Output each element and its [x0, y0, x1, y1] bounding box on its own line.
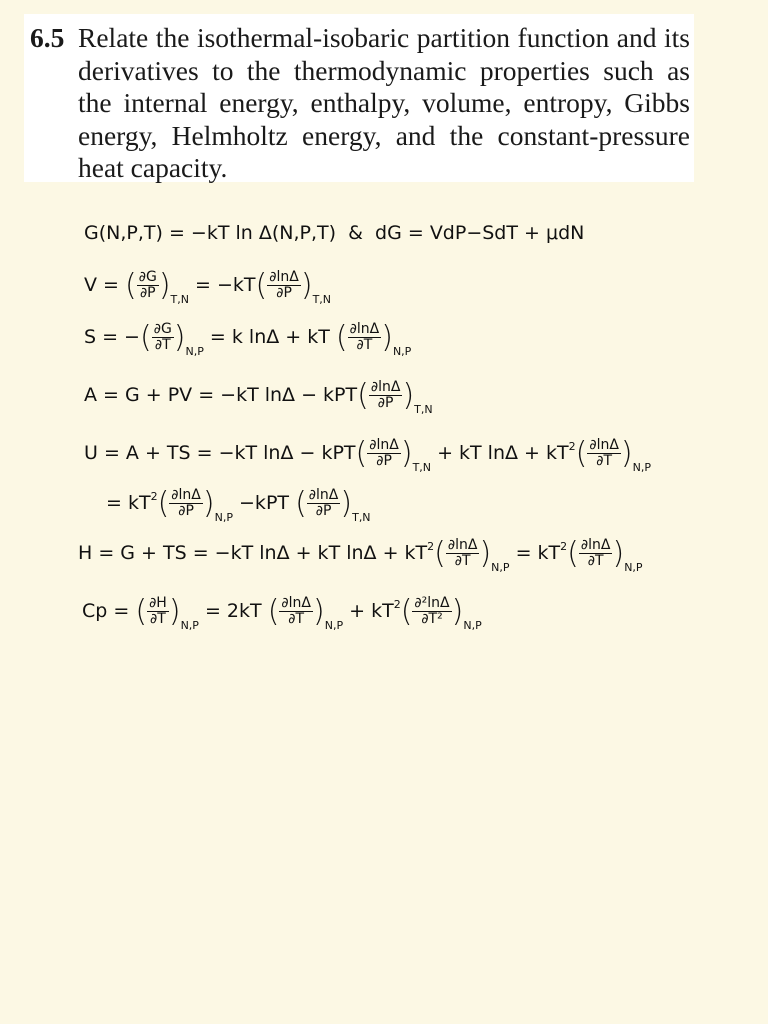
entropy-equation: S = −( $\frac{\partial G}{\partial T}$ )$_{N,P} = k$ lnΔ + kT ( $\frac{\partial\ln\Delta}{\partial T}$ )$_{N,P}$: [84, 320, 412, 358]
heat-capacity-equation: Cp = ( $\frac{\partial H}{\partial T}$ )$_{N,P} = 2kT$ ( $\frac{\partial\ln\Delta}{\partial T}$ )$_{N,P} + kT^2$( $\frac{\text{∂²lnΔ}}{\text{∂T²}}$ )$_{N,P}$: [82, 594, 482, 632]
helmholtz-equation: A = G + PV = −kT lnΔ − kPT( $\frac{\partial\ln\Delta}{\partial P}$ )$_{T,N}$: [84, 378, 433, 416]
internal-energy-simplified: = $kT^2$( $\frac{\partial\ln\Delta}{\partial P}$ )$_{N,P} -kPT$ ( $\frac{\partial\ln\Delta}{\partial P}$ )$_{T,N}$: [106, 486, 371, 524]
enthalpy-equation: H = G + TS = −kT lnΔ + kT $\ln\Delta + kT^2$( $\frac{\partial\ln\Delta}{\partial T}$ )$_{N,P} = kT^2$( $\frac{\partial\ln\Delta}{\partial T}$ )$_{N,P}$: [78, 536, 643, 574]
internal-energy-equation: U = A + TS = −kT lnΔ − kPT( $\frac{\partial\ln\Delta}{\partial P}$ )$_{T,N}$ + kT $\ln\Delta + kT^2$( $\frac{\partial\ln\Delta}{\partial T}$ )$_{N,P}$: [84, 436, 651, 474]
gibbs-definition: G(N,P,T) = −kT ln Δ(N,P,T) & dG = VdP−SdT + μdN: [84, 222, 585, 244]
volume-equation: V = ( $\frac{\partial G}{\partial P}$ )$_{T,N} = -kT$( $\frac{\partial\ln\Delta}{\partial P}$ )$_{T,N}$: [84, 268, 332, 306]
problem-text: Relate the isothermal-isobaric partition function and its derivatives to the thermodynamic properties such as the internal energy, enthalpy, volume, entropy, Gibbs energy, Helmholtz energy, and the constant-pressure heat capacity.: [78, 22, 690, 184]
problem-number: 6.5: [30, 22, 65, 53]
